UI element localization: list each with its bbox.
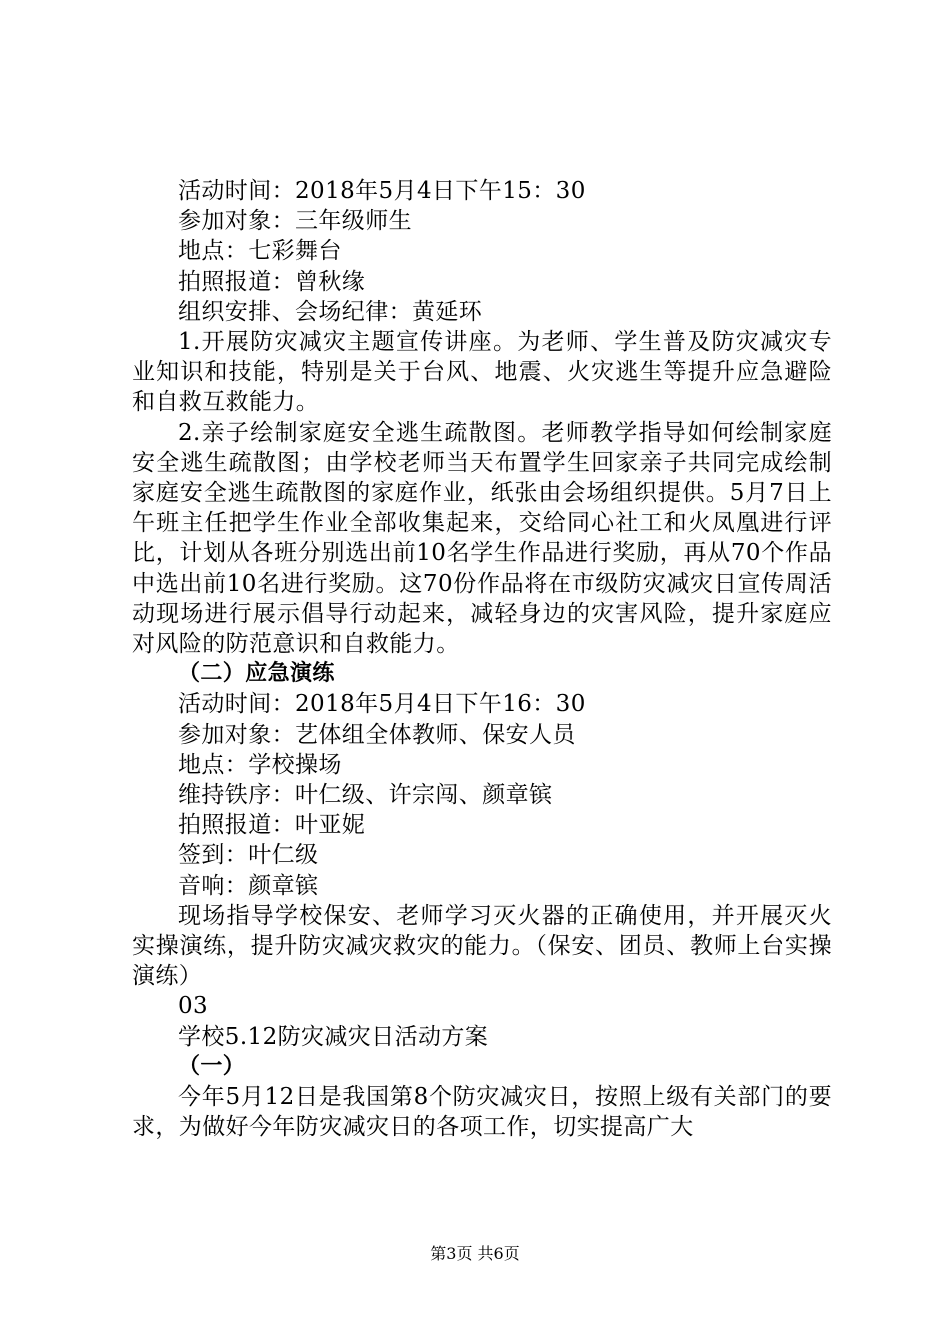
paragraph-evacuation-map: 2.亲子绘制家庭安全逃生疏散图。老师教学指导如何绘制家庭安全逃生疏散图；由学校老师当天布置学生回家亲子共同完成绘制家庭安全逃生疏散图的家庭作业，纸张由会场组织提供。5月7日上午班主任把学生作业全部收集起来，交给同心社工和火凤凰进行评比，计划从各班分别选出前10名学生作品进行奖励，再从70个作品中选出前10名进行奖励。这70份作品将在市级防灾减灾日宣传周活动现场进行展示倡导行动起来，减轻身边的灾害风险，提升家庭应对风险的防范意识和自救能力。: [132, 419, 832, 658]
page-footer: 第3页 共6页: [430, 1244, 520, 1263]
drill-participants: 参加对象：艺体组全体教师、保安人员: [178, 721, 576, 748]
drill-time: 活动时间：2018年5月4日下午16：30: [178, 691, 586, 718]
paragraph-intro: 今年5月12日是我国第8个防灾减灾日，按照上级有关部门的要求，为做好今年防灾减灾日的各项工作，切实提高广大: [132, 1084, 832, 1141]
drill-order: 维持铁序：叶仁级、许宗闯、颜章镔: [178, 782, 553, 809]
document-body: [132, 176, 832, 1143]
organization: 组织安排、会场纪律：黄延环: [178, 298, 483, 325]
paragraph-drill: 现场指导学校保安、老师学习灭火器的正确使用，并开展灭火实操演练，提升防灾减灾救灾的能力。（保安、团员、教师上台实操演练）: [132, 902, 832, 990]
location: 地点：七彩舞台: [178, 238, 342, 265]
section-heading-drill: （二）应急演练: [178, 661, 335, 687]
participants: 参加对象：三年级师生: [178, 208, 412, 235]
activity-time: 活动时间：2018年5月4日下午15：30: [178, 178, 586, 204]
drill-photo-report: 拍照报道：叶亚妮: [178, 812, 366, 839]
drill-audio: 音响：颜章镔: [178, 872, 319, 899]
section-heading-one: （一）: [178, 1053, 246, 1079]
section-number: 03: [178, 993, 209, 1020]
drill-location: 地点：学校操场: [178, 751, 342, 778]
photo-report: 拍照报道：曾秋缘: [178, 268, 366, 295]
plan-title: 学校5.12防灾减灾日活动方案: [178, 1023, 489, 1050]
drill-sign-in: 签到：叶仁级: [178, 842, 319, 869]
paragraph-lecture: 1.开展防灾减灾主题宣传讲座。为老师、学生普及防灾减灾专业知识和技能，特别是关于台风、地震、火灾逃生等提升应急避险和自救互救能力。: [132, 329, 832, 416]
